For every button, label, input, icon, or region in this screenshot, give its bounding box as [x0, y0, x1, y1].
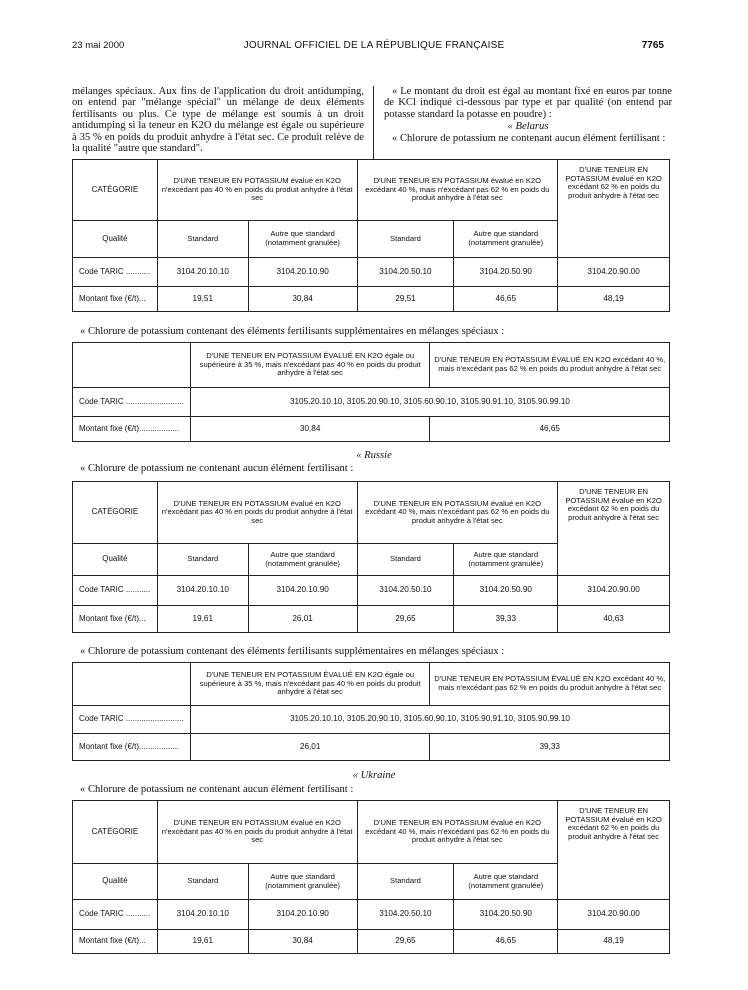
quality-standard: Standard [357, 544, 454, 576]
group-header-b: D'UNE TENEUR EN POTASSIUM évalué en K2O excédant 40 %, mais n'excédant pas 62 % en poids du produit anhydre à l'état sec [357, 801, 558, 864]
montant-label: Montant fixe (€/t).................. [73, 417, 191, 442]
montant-label: Montant fixe (€/t).................. [73, 734, 191, 761]
country-russie: « Russie [356, 450, 392, 461]
country-belarus: « Belarus [507, 121, 549, 133]
taric-cell: 3104.20.50.90 [454, 900, 558, 930]
table-belarus-mix [72, 342, 670, 442]
group-header-c: D'UNE TENEUR EN POTASSIUM évalué en K2O excédant 62 % en poids du produit anhydre à l'état sec [558, 482, 670, 576]
quality-other: Autre que standard (notamment granulée) [454, 544, 558, 576]
table-russie-mix [72, 662, 670, 761]
taric-cell: 3104.20.10.90 [248, 900, 357, 930]
table-belarus-plain [72, 159, 670, 312]
quality-other: Autre que standard (notamment granulée) [248, 221, 357, 258]
intro-mix-belarus: « Chlorure de potassium contenant des éléments fertilisants supplémentaires en mélanges spéciaux : [80, 326, 505, 337]
intro-plain-russie: « Chlorure de potassium ne contenant aucun élément fertilisant : [80, 463, 354, 474]
group-header-b: D'UNE TENEUR EN POTASSIUM évalué en K2O excédant 40 %, mais n'excédant pas 62 % en poids du produit anhydre à l'état sec [357, 160, 558, 221]
code-taric-label: Code TARIC ........... [73, 258, 158, 287]
quality-standard: Standard [157, 221, 248, 258]
header-date: 23 mai 2000 [72, 40, 125, 51]
left-paragraph: mélanges spéciaux. Aux fins de l'application du droit antidumping, on entend par "mélange spécial" un mélange de deux éléments fertilisants ou plus. Ce type de mélange est soumis à un droit antidumping si la teneur en K2O du mélange est égale ou supérieure à 35 % en poids du produit anhydre à l'état sec. Ce produit relève de la qualité "autre que standard". [72, 86, 364, 155]
montant-label: Montant fixe (€/t)... [73, 606, 158, 633]
quality-other: Autre que standard (notamment granulée) [248, 864, 357, 900]
quality-standard: Standard [357, 864, 454, 900]
quality-standard: Standard [357, 221, 454, 258]
montant-cell: 46,65 [454, 930, 558, 954]
table-ukraine-plain [72, 800, 670, 954]
mix-taric-cell: 3105.20.10.10, 3105.20.90.10, 3105.60.90.10, 3105.90.91.10, 3105.90.99.10 [190, 706, 669, 734]
montant-cell: 48,19 [558, 287, 670, 312]
montant-cell: 30,84 [248, 930, 357, 954]
intro-plain-ukraine: « Chlorure de potassium ne contenant aucun élément fertilisant : [80, 784, 354, 795]
montant-cell: 29,51 [357, 287, 454, 312]
group-header-c: D'UNE TENEUR EN POTASSIUM évalué en K2O excédant 62 % en poids du produit anhydre à l'état sec [558, 160, 670, 258]
intro-plain-belarus: « Chlorure de potassium ne contenant aucun élément fertilisant : [392, 132, 666, 144]
taric-cell: 3104.20.10.10 [157, 576, 248, 606]
taric-cell: 3104.20.90.00 [558, 900, 670, 930]
montant-cell: 29,65 [357, 930, 454, 954]
taric-cell: 3104.20.10.10 [157, 258, 248, 287]
mix-taric-cell: 3105.20.10.10, 3105.20.90.10, 3105.60.90.10, 3105.90.91.10, 3105.90.99.10 [190, 388, 669, 417]
montant-label: Montant fixe (€/t)... [73, 287, 158, 312]
taric-cell: 3104.20.50.90 [454, 576, 558, 606]
montant-cell: 46,65 [430, 417, 670, 442]
taric-cell: 3104.20.10.10 [157, 900, 248, 930]
montant-cell: 40,63 [558, 606, 670, 633]
quality-other: Autre que standard (notamment granulée) [454, 221, 558, 258]
taric-cell: 3104.20.50.10 [357, 576, 454, 606]
quality-other: Autre que standard (notamment granulée) [454, 864, 558, 900]
empty-corner [73, 663, 191, 706]
montant-cell: 26,01 [248, 606, 357, 633]
montant-cell: 26,01 [190, 734, 430, 761]
left-column-text [72, 86, 364, 154]
montant-cell: 39,33 [454, 606, 558, 633]
table-russie-plain [72, 481, 670, 633]
intro-mix-russie: « Chlorure de potassium contenant des éléments fertilisants supplémentaires en mélanges spéciaux : [80, 646, 505, 657]
montant-cell: 46,65 [454, 287, 558, 312]
code-taric-label: Code TARIC .......................... [73, 706, 191, 734]
country-ukraine: « Ukraine [352, 770, 396, 781]
taric-cell: 3104.20.10.90 [248, 576, 357, 606]
journal-title: JOURNAL OFFICIEL DE LA RÉPUBLIQUE FRANÇAISE [243, 40, 505, 51]
page-number: 7765 [641, 40, 664, 51]
right-paragraph: « Le montant du droit est égal au montant fixé en euros par tonne de KCl indiqué ci-dessous par type et par qualité (on entend par potasse standard la potasse en poudre) : [384, 86, 672, 120]
mix-header-b: D'UNE TENEUR EN POTASSIUM ÉVALUÉ EN K2O excédant 40 %, mais n'excédant pas 62 % en poids du produit anhydre à l'état sec [430, 343, 670, 388]
quality-standard: Standard [157, 864, 248, 900]
column-divider [373, 86, 374, 160]
montant-cell: 30,84 [190, 417, 430, 442]
group-header-a: D'UNE TENEUR EN POTASSIUM évalué en K2O n'excédant pas 40 % en poids du produit anhydre à l'état sec [157, 482, 357, 544]
group-header-a: D'UNE TENEUR EN POTASSIUM évalué en K2O n'excédant pas 40 % en poids du produit anhydre à l'état sec [157, 801, 357, 864]
montant-cell: 29,65 [357, 606, 454, 633]
quality-other: Autre que standard (notamment granulée) [248, 544, 357, 576]
montant-cell: 39,33 [430, 734, 670, 761]
taric-cell: 3104.20.50.10 [357, 900, 454, 930]
taric-cell: 3104.20.90.00 [558, 258, 670, 287]
group-header-a: D'UNE TENEUR EN POTASSIUM évalué en K2O n'excédant pas 40 % en poids du produit anhydre à l'état sec [157, 160, 357, 221]
qualite-label: Qualité [73, 864, 158, 900]
right-column-text [384, 86, 672, 144]
mix-header-b: D'UNE TENEUR EN POTASSIUM ÉVALUÉ EN K2O excédant 40 %, mais n'excédant pas 62 % en poids du produit anhydre à l'état sec [430, 663, 670, 706]
mix-header-a: D'UNE TENEUR EN POTASSIUM ÉVALUÉ EN K2O égale ou supérieure à 35 %, mais n'excédant pas 40 % en poids du produit anhydre à l'état sec [190, 663, 430, 706]
taric-cell: 3104.20.50.10 [357, 258, 454, 287]
montant-cell: 19,61 [157, 606, 248, 633]
categorie-header: CATÉGORIE [73, 801, 158, 864]
qualite-label: Qualité [73, 544, 158, 576]
montant-label: Montant fixe (€/t)... [73, 930, 158, 954]
montant-cell: 30,84 [248, 287, 357, 312]
montant-cell: 48,19 [558, 930, 670, 954]
group-header-b: D'UNE TENEUR EN POTASSIUM évalué en K2O excédant 40 %, mais n'excédant pas 62 % en poids du produit anhydre à l'état sec [357, 482, 558, 544]
code-taric-label: Code TARIC ........... [73, 900, 158, 930]
empty-corner [73, 343, 191, 388]
code-taric-label: Code TARIC ........... [73, 576, 158, 606]
quality-standard: Standard [157, 544, 248, 576]
group-header-c: D'UNE TENEUR EN POTASSIUM évalué en K2O excédant 62 % en poids du produit anhydre à l'état sec [558, 801, 670, 900]
mix-header-a: D'UNE TENEUR EN POTASSIUM ÉVALUÉ EN K2O égale ou supérieure à 35 %, mais n'excédant pas 40 % en poids du produit anhydre à l'état sec [190, 343, 430, 388]
taric-cell: 3104.20.90.00 [558, 576, 670, 606]
categorie-header: CATÉGORIE [73, 482, 158, 544]
taric-cell: 3104.20.50.90 [454, 258, 558, 287]
taric-cell: 3104.20.10.90 [248, 258, 357, 287]
code-taric-label: Code TARIC .......................... [73, 388, 191, 417]
montant-cell: 19,61 [157, 930, 248, 954]
montant-cell: 19,51 [157, 287, 248, 312]
qualite-label: Qualité [73, 221, 158, 258]
categorie-header: CATÉGORIE [73, 160, 158, 221]
